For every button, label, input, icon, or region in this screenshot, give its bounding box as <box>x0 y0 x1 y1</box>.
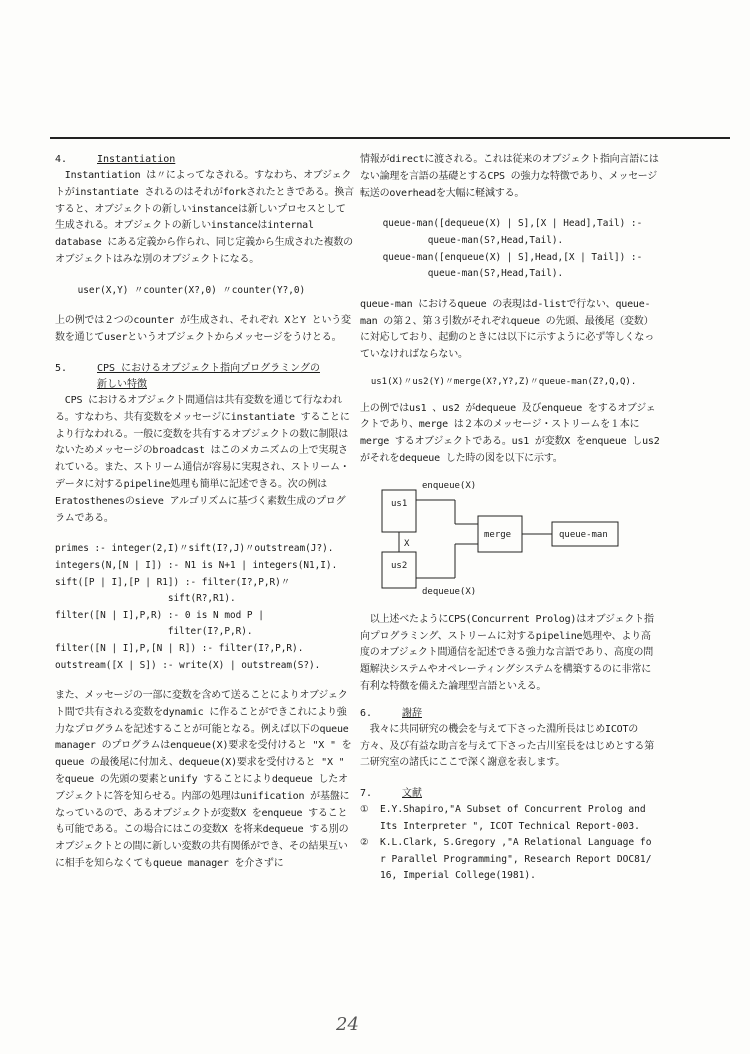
queue-man-code: queue-man([dequeue(X) | S],[X | Head],Tail) :- queue-man(S?,Head,Tail). queue-man([enqueue(X) | S],Head,[X | Tail]) :- queue-man(S?,Head,Tail). <box>382 218 643 280</box>
left-column <box>55 152 355 873</box>
us1-us2-code: us1(X)〃us2(Y)〃merge(X?,Y?,Z)〃queue-man(Z?,Q,Q). <box>360 376 637 387</box>
queue-diagram <box>360 478 660 598</box>
section-4-paragraph-2: 上の例では２つのcounter が生成され、それぞれ XとY という変数を通じてuserというオブジェクトからメッセージをうけとる。 <box>55 315 351 344</box>
section-7-heading <box>360 786 660 802</box>
us2-label: us2 <box>391 560 408 571</box>
section-title: 謝辞 <box>402 707 422 719</box>
right-column <box>360 152 666 885</box>
reference-marker: ① <box>360 804 369 816</box>
reference-text: E.Y.Shapiro,"A Subset of Concurrent Prolog and Its Interpreter ", ICOT Technical Report-003. <box>380 804 646 832</box>
reference-text: K.L.Clark, S.Gregory ,"A Relational Language fo r Parallel Programming", Research Report DOC81/ 16, Imperial College(1981). <box>380 837 652 882</box>
section-title: CPS におけるオブジェクト指向プログラミングの <box>97 362 320 374</box>
section-5-paragraph-5: 上の例ではus1 、us2 がdequeue 及びenqueue をするオブジェクトであり、merge は２本のメッセージ・ストリームを１本にmerge するオブジェクトである。us1 が変数X をenqueue しus2 がそれをdequeue した時の図を以下に示す。 <box>360 402 666 464</box>
section-6-heading <box>360 706 660 722</box>
instantiation-code: user(X,Y) 〃counter(X?,0) 〃counter(Y?,0) <box>55 284 306 296</box>
section-5-paragraph-4: queue-man におけるqueue の表現はd-listで行ない、queue-man の第２、第３引数がそれぞれqueue の先頭、最後尾（変数）に対応しており、起動のときには以下に示すように必ず等しくなっていなければならない。 <box>360 298 654 361</box>
page-number: 24 <box>336 1014 359 1035</box>
header-rule <box>50 137 730 139</box>
x-label: X <box>404 538 410 549</box>
dequeue-label: dequeue(X) <box>422 586 477 597</box>
reference-item <box>360 835 660 885</box>
section-5-paragraph-3: 情報がdirectに渡される。これは従来のオブジェクト指向言語にはない論理を言語の基礎とするCPS の強力な特徴であり、メッセージ転送のoverheadを大幅に軽減する。 <box>360 154 659 199</box>
reference-marker: ② <box>360 837 369 849</box>
section-title: 文献 <box>402 788 422 800</box>
primes-code: primes :- integer(2,I)〃sift(I?,J)〃outstream(J?). integers(N,[N | I]) :- N1 is N+1 | integers(N1,I). sift([P | I],[P | R1]) :- filter(I?,P,R)〃 sift(R?,R1). filter([N | I],P,R) :- 0 is N mod P | filter(I?,P,R). filter([N | I],P,[N | R]) :- filter(I?,P,R). outstream([X | S]) :- write(X) | outstream(S?). <box>55 543 338 671</box>
us1-label: us1 <box>391 498 408 509</box>
reference-item <box>360 802 660 835</box>
section-4-heading <box>55 152 355 168</box>
section-title: Instantiation <box>97 154 176 165</box>
enqueue-label: enqueue(X) <box>422 480 477 491</box>
section-number: 7. <box>360 788 373 800</box>
us1-box <box>382 490 416 532</box>
section-title-line2: 新しい特徴 <box>97 378 147 390</box>
section-number: 5. <box>55 362 68 374</box>
section-number: 4. <box>55 154 68 165</box>
acknowledgement-paragraph: 我々に共同研究の機会を与えて下さった淵所長はじめICOTの方々、及び有益な助言を与えて下さった古川室長をはじめとする第二研究室の諸氏にここで深く謝意を表します。 <box>360 723 654 769</box>
conclusion-paragraph: 以上述べたようにCPS(Concurrent Prolog)はオブジェクト指向プログラミング、ストリームに対するpipeline処理や、より高度のオブジェクト間通信を記述できる強力な言語であり、高度の問題解決システムやオペレーティングシステムを構築するのに非常に有利な特徴を備えた論理型言語といえる。 <box>360 613 654 692</box>
merge-label: merge <box>484 529 512 540</box>
section-5-paragraph-2: また、メッセージの一部に変数を含めて送ることによりオブジェクト間で共有される変数をdynamic に作ることができこれにより強力なプログラムを記述することが可能となる。例えば以下のqueue manager のプログラムはenqueue(X)要求を受付けると "X " をqueue の最後尾に付加え、dequeue(X)要求を受付けると "X " をqueue の先頭の要素とunify することによりdequeue したオブジェクトに答を知らせる。内部の処理はunification が基盤になっているので、あるオブジェクトが変数X をenqueue することも可能である。この場合にはこの変数X を将来dequeue する別のオブジェクトとの間に新しい変数の共有関係ができ、その結果互いに相手を知らなくてもqueue manager を介さずに <box>55 690 355 870</box>
section-number: 6. <box>360 707 373 719</box>
queue-man-label: queue-man <box>559 529 608 540</box>
section-5-paragraph: CPS におけるオブジェクト間通信は共有変数を通じて行なわれる。すなわち、共有変数をメッセージにinstantiate することにより行なわれる。一般に変数を共有するオブジェクトの数に制限はないためメッセージのbroadcast はこのメカニズムの上で実現されている。また、ストリーム通信が容易に実現され、ストリーム・データに対するpipeline処理も簡単に記述できる。次の例はEratosthenesのsieve アルゴリズムに基づく素数生成のプログラムである。 <box>55 394 350 524</box>
section-4-paragraph: Instantiation は〃によってなされる。すなわち、オブジェクトがinstantiate されるのはそれがforkされたときである。換言すると、オブジェクトの新しいinstanceは新しいプロセスとして生成される。オブジェクトの新しいinstanceはinternal database にある定義から作られ、同じ定義から生成された複数のオブジェクトはみな別のオブジェクトになる。 <box>55 170 354 265</box>
section-5-heading-line2 <box>55 377 355 393</box>
section-5-heading <box>55 361 355 377</box>
